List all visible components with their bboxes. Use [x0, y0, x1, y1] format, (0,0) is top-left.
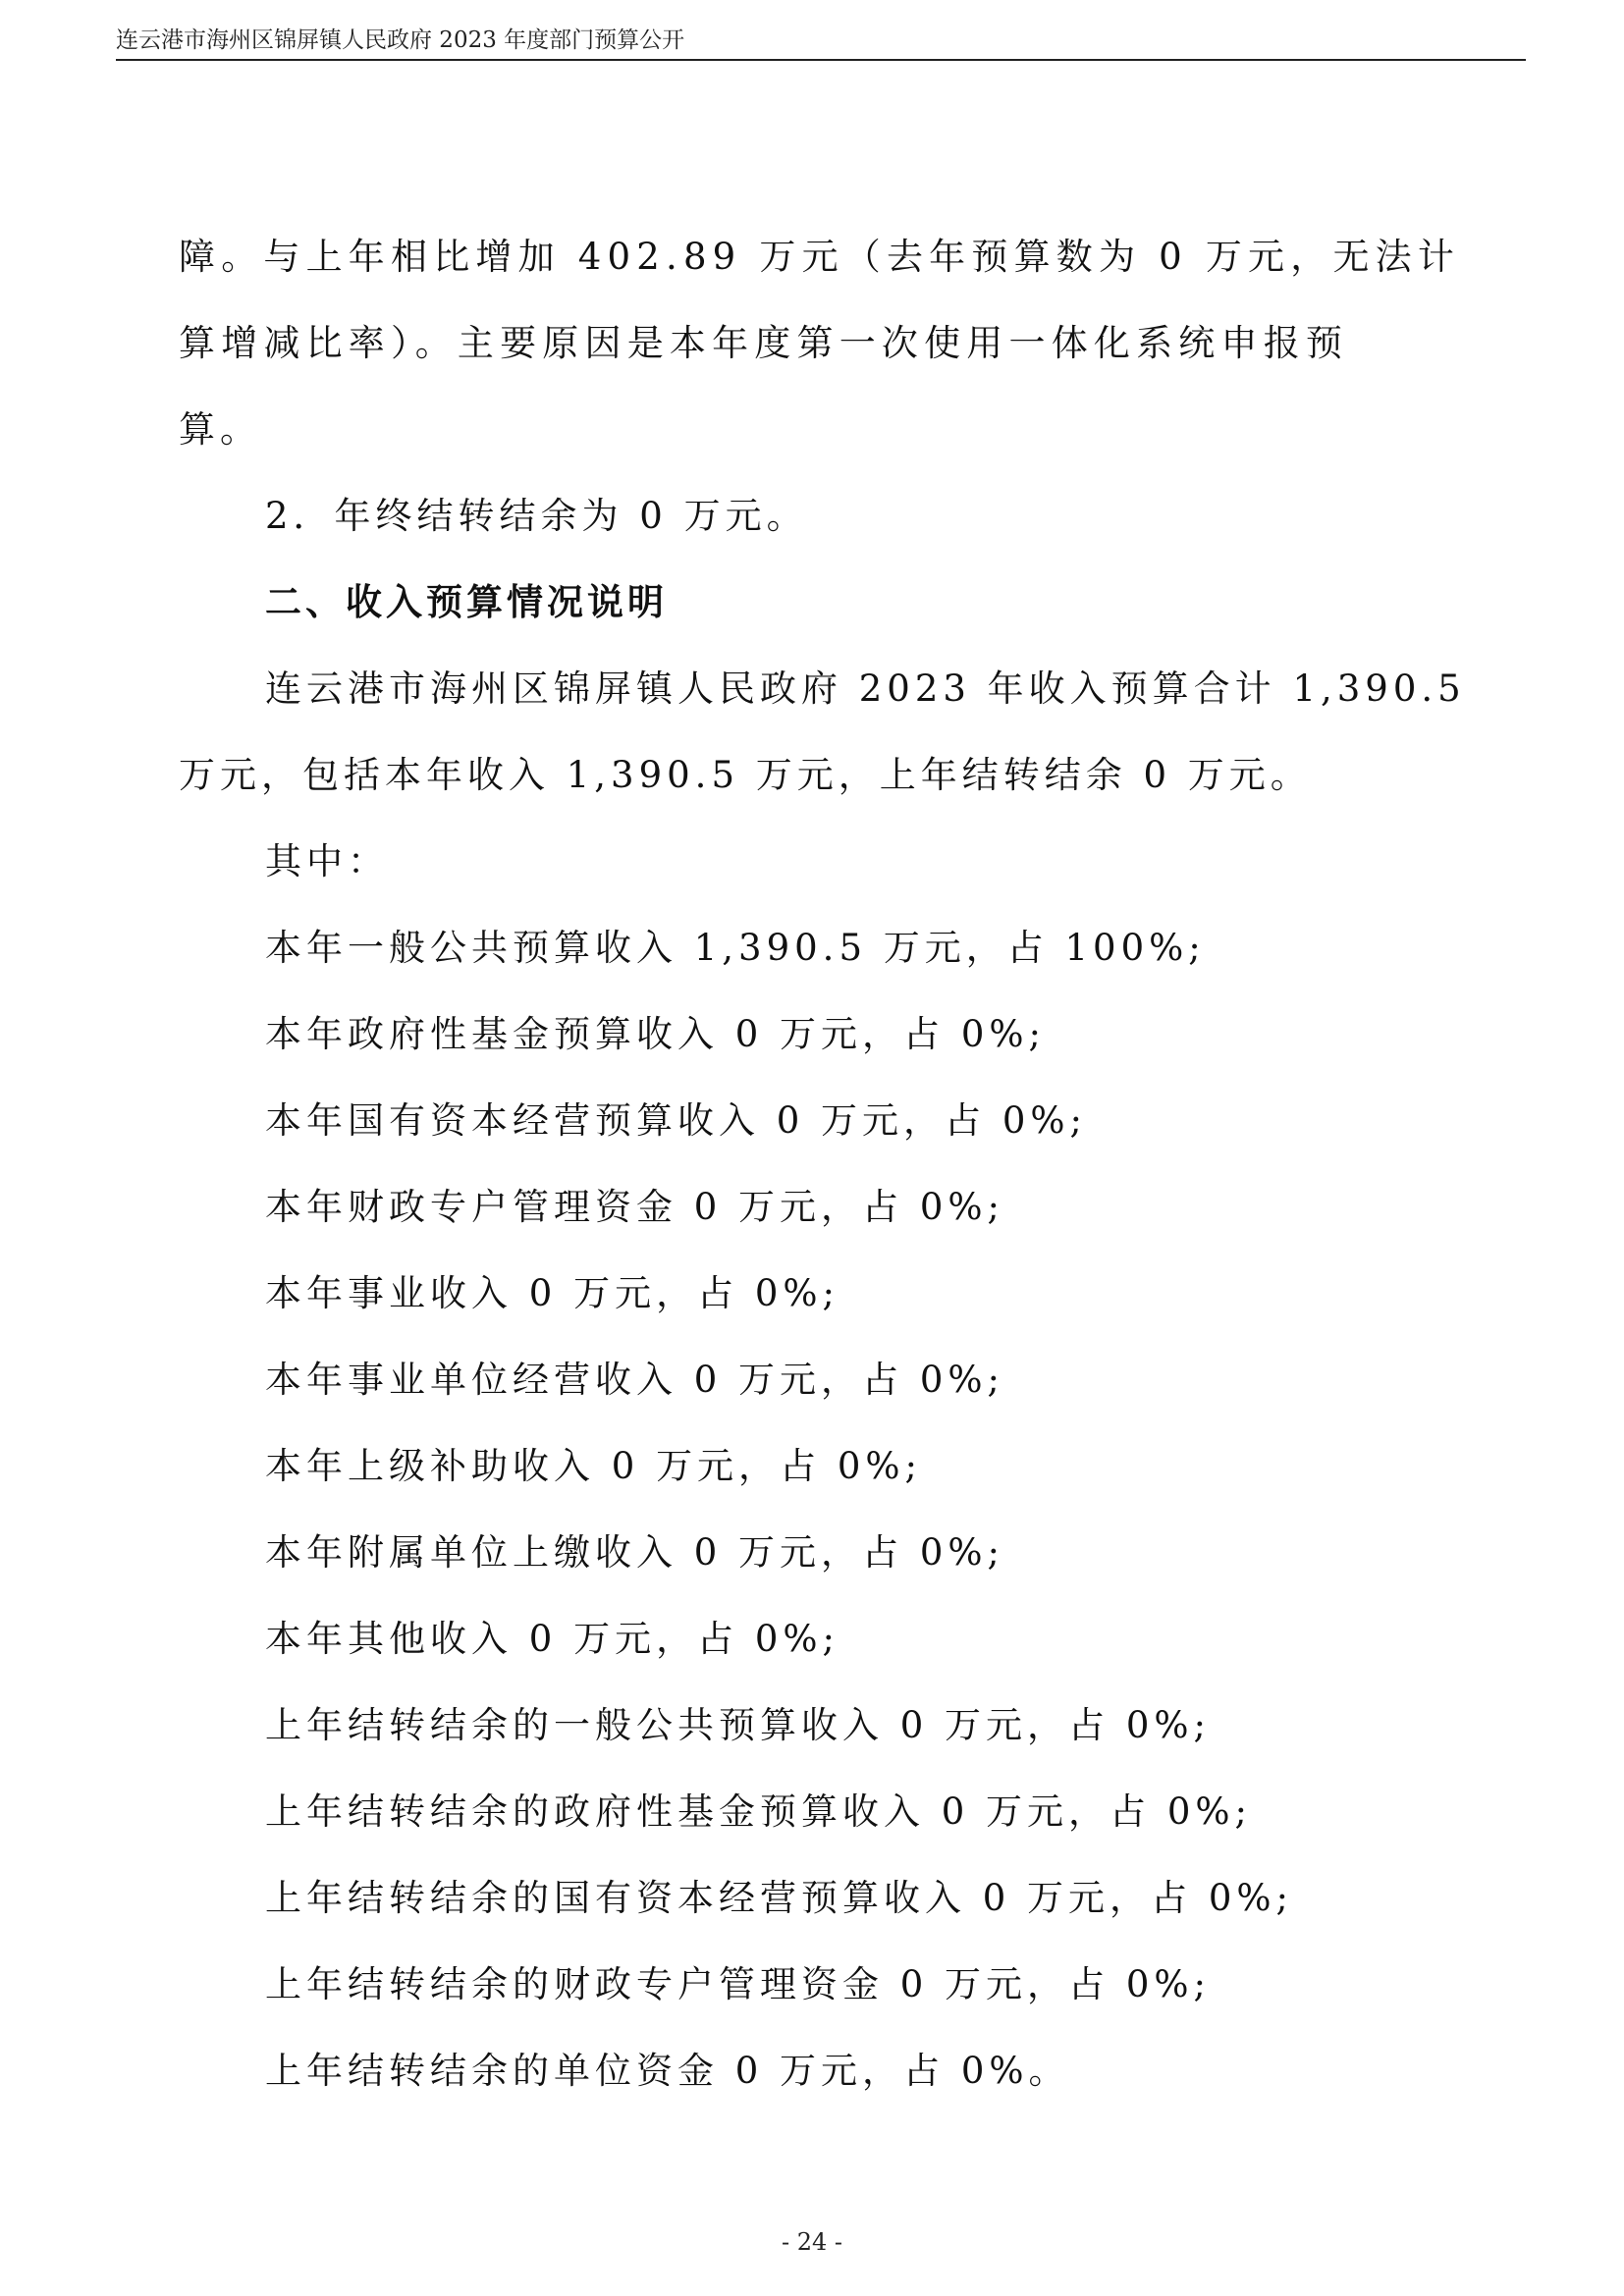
section-heading: 二、收入预算情况说明: [265, 581, 668, 623]
paragraph-line: 算。: [179, 408, 261, 451]
header-title: 连云港市海州区锦屏镇人民政府 2023 年度部门预算公开: [116, 27, 685, 53]
income-item: 上年结转结余的财政专户管理资金 0 万元，占 0%;: [265, 1963, 1211, 2005]
paragraph-line: 算增减比率）。主要原因是本年度第一次使用一体化系统申报预: [179, 322, 1349, 364]
among-label: 其中：: [265, 840, 389, 882]
income-item: 本年其他收入 0 万元，占 0%;: [265, 1618, 839, 1660]
year-end-balance-item: 2．年终结转结余为 0 万元。: [265, 495, 808, 537]
income-item: 本年附属单位上缴收入 0 万元，占 0%;: [265, 1531, 1004, 1574]
income-item: 上年结转结余的单位资金 0 万元，占 0%。: [265, 2050, 1070, 2092]
summary-line: 万元，包括本年收入 1,390.5 万元，上年结转结余 0 万元。: [179, 754, 1312, 796]
income-item: 本年财政专户管理资金 0 万元，占 0%;: [265, 1186, 1004, 1228]
income-item: 上年结转结余的国有资本经营预算收入 0 万元，占 0%;: [265, 1877, 1293, 1919]
paragraph-line: 障。与上年相比增加 402.89 万元（去年预算数为 0 万元，无法计: [179, 236, 1461, 278]
income-item: 上年结转结余的政府性基金预算收入 0 万元，占 0%;: [265, 1790, 1252, 1833]
income-item: 本年政府性基金预算收入 0 万元，占 0%;: [265, 1013, 1046, 1055]
income-item: 本年上级补助收入 0 万元，占 0%;: [265, 1445, 922, 1487]
income-item: 本年事业收入 0 万元，占 0%;: [265, 1272, 839, 1314]
income-item: 本年事业单位经营收入 0 万元，占 0%;: [265, 1359, 1004, 1401]
income-item: 本年国有资本经营预算收入 0 万元，占 0%;: [265, 1099, 1087, 1142]
income-item: 本年一般公共预算收入 1,390.5 万元，占 100%;: [265, 927, 1206, 969]
summary-line: 连云港市海州区锦屏镇人民政府 2023 年收入预算合计 1,390.5: [265, 667, 1466, 710]
page-number: - 24 -: [781, 2228, 842, 2256]
income-item: 上年结转结余的一般公共预算收入 0 万元，占 0%;: [265, 1704, 1211, 1746]
document-body: [179, 214, 1475, 2114]
page-header: [116, 20, 1526, 61]
